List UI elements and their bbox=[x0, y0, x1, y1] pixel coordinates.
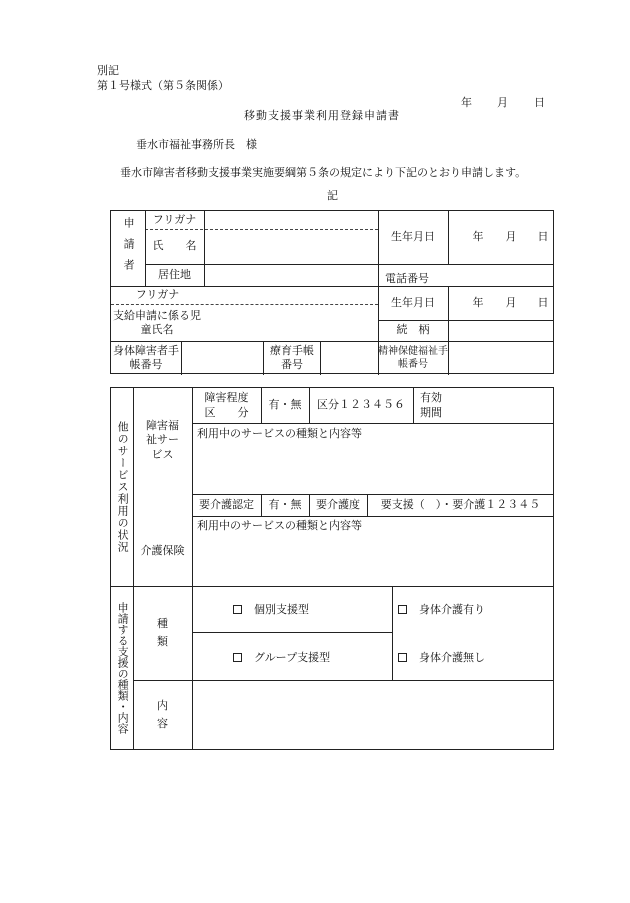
support-content-label: 内容 bbox=[157, 699, 168, 730]
applicant-phone-label: 電話番号 bbox=[385, 272, 429, 285]
child-relation-label: 続 柄 bbox=[396, 323, 430, 337]
applicant-birth-year: 年 bbox=[472, 230, 484, 244]
valid-period-label: 有効期間 bbox=[420, 391, 442, 419]
support-group-label: 申請する支援の種類・内容 bbox=[116, 602, 130, 734]
option-group-label: グループ支援型 bbox=[254, 651, 331, 664]
checkbox-icon bbox=[398, 653, 407, 662]
child-birth-day: 日 bbox=[537, 295, 549, 309]
child-birth-label: 生年月日 bbox=[391, 295, 435, 309]
child-furigana-label: フリガナ bbox=[135, 287, 180, 301]
option-body-care-yes[interactable] bbox=[398, 604, 485, 615]
option-body-care-no[interactable] bbox=[398, 652, 485, 663]
care-services-note: 利用中のサービスの種類と内容等 bbox=[197, 519, 362, 532]
welfare-services-note: 利用中のサービスの種類と内容等 bbox=[197, 427, 362, 440]
services-table bbox=[110, 387, 554, 750]
degree-label: 障害程度区 分 bbox=[204, 391, 249, 419]
applicant-table bbox=[110, 210, 554, 374]
care-insurance-label: 介護保険 bbox=[140, 543, 185, 557]
mental-handbook-label: 精神保健福祉手帳番号 bbox=[378, 346, 448, 370]
applicant-birth-month: 月 bbox=[505, 230, 517, 244]
date-year-label: 年 bbox=[461, 96, 472, 109]
welfare-service-label: 障害福祉サービス bbox=[146, 419, 179, 461]
ki-label: 記 bbox=[327, 189, 338, 202]
applicant-name-label: 氏 名 bbox=[152, 239, 197, 253]
care-degree-label: 要介護度 bbox=[316, 497, 360, 511]
document-title: 移動支援事業利用登録申請書 bbox=[244, 109, 400, 122]
applicant-furigana-label: フリガナ bbox=[152, 212, 197, 226]
physical-handbook-label: 身体障害者手帳番号 bbox=[113, 343, 179, 371]
applicant-address-label: 居住地 bbox=[158, 267, 191, 281]
degree-yes-no: 有・無 bbox=[268, 398, 302, 412]
applicant-birth-label: 生年月日 bbox=[391, 230, 435, 244]
date-day-label: 日 bbox=[534, 96, 545, 109]
care-yes-no: 有・無 bbox=[268, 497, 302, 511]
option-body-care-no-label: 身体介護無し bbox=[419, 651, 485, 664]
option-group[interactable] bbox=[233, 652, 330, 663]
child-birth-year: 年 bbox=[472, 295, 484, 309]
care-levels: 要支援（ ）・要介護１２３４５ bbox=[380, 497, 541, 511]
checkbox-icon bbox=[398, 605, 407, 614]
child-birth-month: 月 bbox=[505, 295, 517, 309]
support-kind-label: 種類 bbox=[157, 617, 168, 648]
option-individual[interactable] bbox=[233, 604, 309, 615]
intro-text: 垂水市障害者移動支援事業実施要綱第５条の規定により下記のとおり申請します。 bbox=[120, 166, 527, 179]
checkbox-icon bbox=[233, 653, 242, 662]
option-individual-label: 個別支援型 bbox=[254, 603, 309, 616]
bekki-label: 別記 bbox=[97, 64, 119, 77]
option-body-care-yes-label: 身体介護有り bbox=[419, 603, 485, 616]
addressee: 垂水市福祉事務所長 様 bbox=[136, 138, 257, 151]
ryoiku-handbook-label: 療育手帳番号 bbox=[270, 343, 314, 371]
child-name-label: 支給申請に係る児童氏名 bbox=[113, 308, 201, 336]
other-services-group-label: 他のサービス利用の状況 bbox=[116, 421, 130, 553]
date-month-label: 月 bbox=[497, 96, 508, 109]
form-number: 第１号様式（第５条関係） bbox=[97, 79, 229, 92]
degree-divisions: 区分１２３４５６ bbox=[317, 398, 405, 412]
care-cert-label: 要介護認定 bbox=[199, 497, 254, 511]
applicant-group-label: 申請者 bbox=[122, 217, 136, 280]
checkbox-icon bbox=[233, 605, 242, 614]
applicant-birth-day: 日 bbox=[537, 230, 549, 244]
